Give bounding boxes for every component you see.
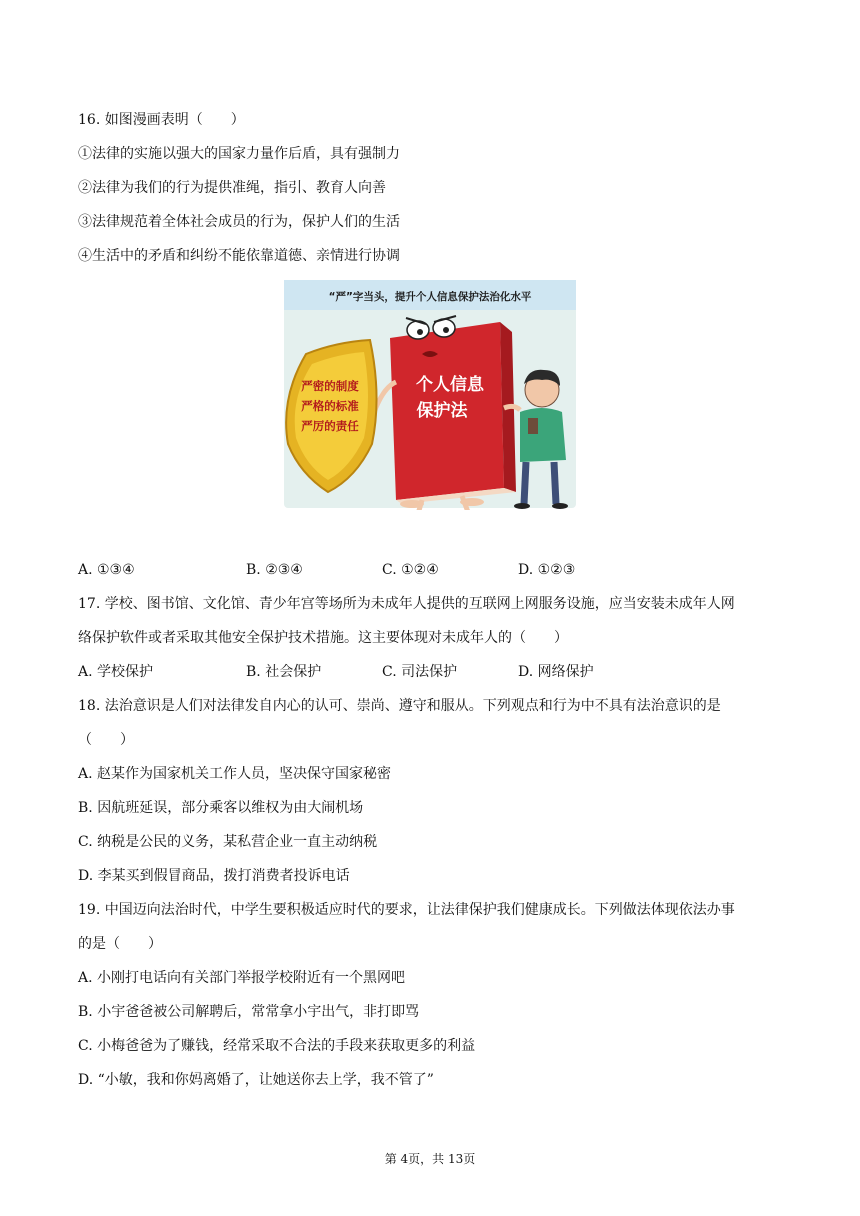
q16-statement-1: ①法律的实施以强大的国家力量作后盾，具有强制力: [78, 146, 400, 162]
q18-option-d[interactable]: D. 李某买到假冒商品，拨打消费者投诉电话: [78, 868, 350, 884]
q18-option-b[interactable]: B. 因航班延误，部分乘客以维权为由大闹机场: [78, 800, 364, 816]
q18-option-c[interactable]: C. 纳税是公民的义务，某私营企业一直主动纳税: [78, 834, 378, 850]
q18-option-a[interactable]: A. 赵某作为国家机关工作人员，坚决保守国家秘密: [78, 766, 392, 782]
q16-option-a[interactable]: A. ①③④: [78, 562, 135, 578]
q19-option-c[interactable]: C. 小梅爸爸为了赚钱，经常采取不合法的手段来获取更多的利益: [78, 1038, 476, 1054]
q17-option-c[interactable]: C. 司法保护: [382, 664, 458, 680]
q19-option-d[interactable]: D. “小敏，我和你妈离婚了，让她送你去上学，我不管了”: [78, 1072, 434, 1088]
q17-option-d[interactable]: D. 网络保护: [518, 664, 594, 680]
q16-option-c[interactable]: C. ①②④: [382, 562, 439, 578]
shield-line-2: 严格的标准: [301, 399, 359, 413]
q18-stem-line2: （ ）: [78, 732, 134, 748]
q17-option-b[interactable]: B. 社会保护: [246, 664, 322, 680]
book-title-line2: 保护法: [416, 401, 468, 421]
q16-cartoon-image: [272, 278, 584, 510]
q17-stem-line1: 17. 学校、图书馆、文化馆、青少年宫等场所为未成年人提供的互联网上网服务设施，应当安装未成年人网: [78, 596, 735, 612]
q16-option-b[interactable]: B. ②③④: [246, 562, 303, 578]
book-title-line1: 个人信息: [416, 375, 484, 395]
q19-stem-line1: 19. 中国迈向法治时代，中学生要积极适应时代的要求，让法律保护我们健康成长。下列做法体现依法办事: [78, 902, 735, 918]
q17-stem-line2: 络保护软件或者采取其他安全保护技术措施。这主要体现对未成年人的（ ）: [78, 630, 568, 646]
page-footer: 第 4页，共 13页: [384, 1152, 476, 1166]
q16-stem: 16. 如图漫画表明（ ）: [78, 112, 245, 128]
cartoon-banner: “严”字当头，提升个人信息保护法治化水平: [328, 291, 532, 303]
q19-option-a[interactable]: A. 小刚打电话向有关部门举报学校附近有一个黑网吧: [78, 970, 406, 986]
q19-option-b[interactable]: B. 小宇爸爸被公司解聘后，常常拿小宇出气，非打即骂: [78, 1004, 420, 1020]
shield-line-1: 严密的制度: [301, 379, 359, 393]
q16-statement-2: ②法律为我们的行为提供准绳，指引、教育人向善: [78, 180, 386, 196]
q16-option-d[interactable]: D. ①②③: [518, 562, 576, 578]
q17-option-a[interactable]: A. 学校保护: [78, 664, 154, 680]
q16-statement-3: ③法律规范着全体社会成员的行为，保护人们的生活: [78, 214, 400, 230]
q16-statement-4: ④生活中的矛盾和纠纷不能依靠道德、亲情进行协调: [78, 248, 400, 264]
q18-stem-line1: 18. 法治意识是人们对法律发自内心的认可、崇尚、遵守和服从。下列观点和行为中不具有法治意识的是: [78, 698, 721, 714]
shield-line-3: 严厉的责任: [301, 419, 359, 433]
q19-stem-line2: 的是（ ）: [78, 936, 162, 952]
